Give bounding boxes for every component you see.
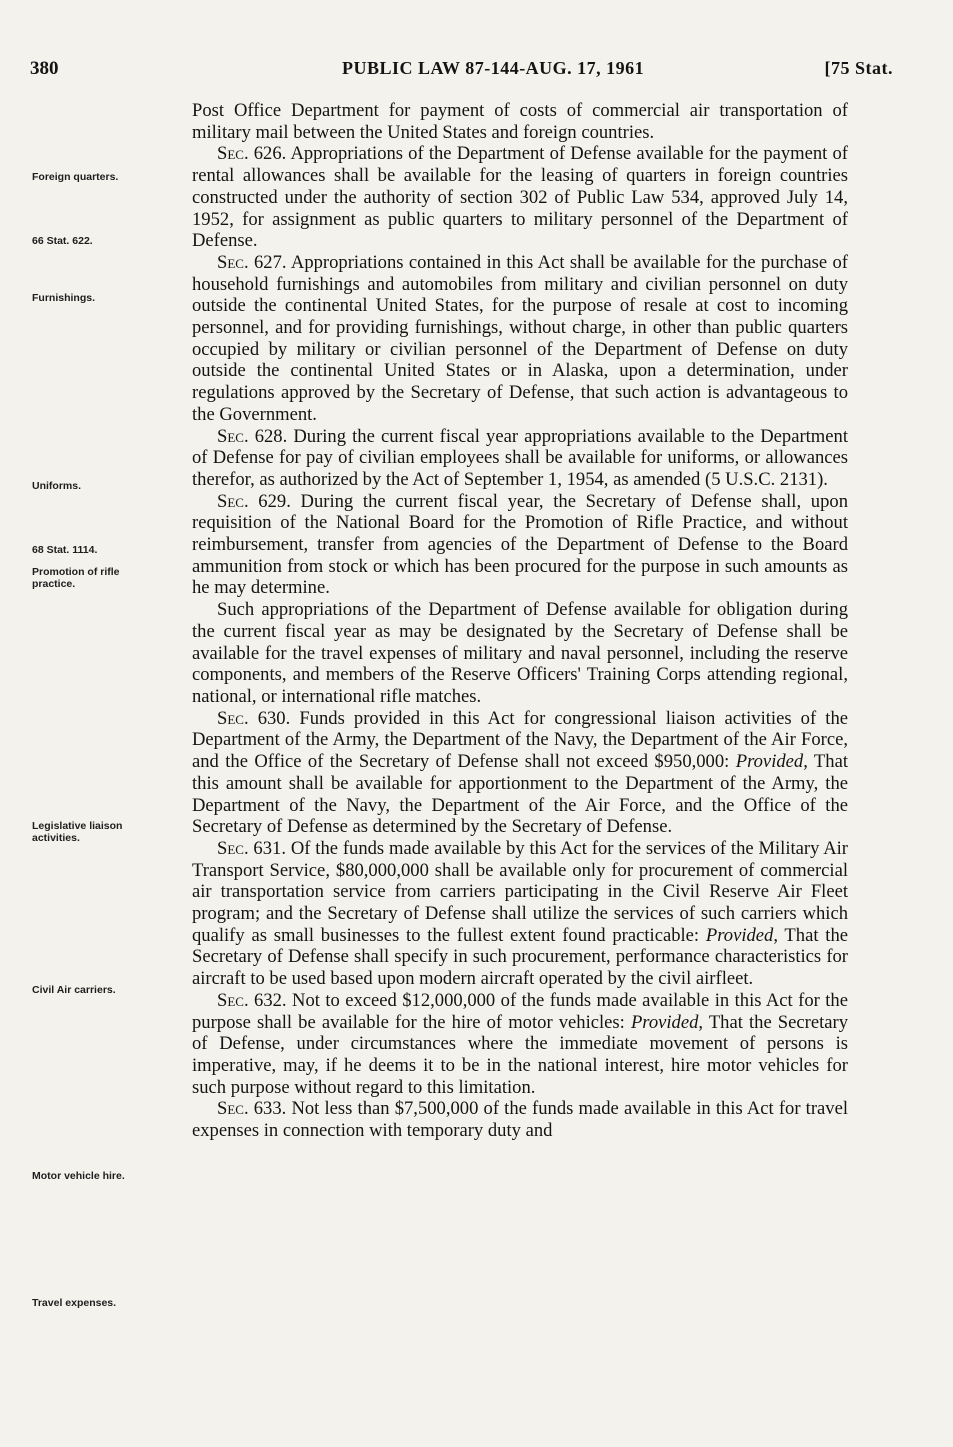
paragraph: Post Office Department for payment of costs of commercial air transportation of military mail between the United States and foreign countries. <box>192 100 848 143</box>
section-632: Sec. 632. Not to exceed $12,000,000 of the funds made available in this Act for the purpose shall be available for the hire of motor vehicles: Provided, That the Secretary of Defense, under circumstances where the immediate movement of persons is imperative, may, if he deems it to be in the national interest, hire motor vehicles for such purpose without regard to this limitation. <box>192 989 849 1098</box>
margin-note-rifle-practice: Promotion of rifle practice. <box>32 566 120 590</box>
running-title: PUBLIC LAW 87-144-AUG. 17, 1961 <box>342 58 645 78</box>
section-627: Sec. 627. Appropriations contained in this Act shall be available for the purchase of household furnishings and automobiles from military and civilian personnel on duty outside the continental United States, for the purpose of resale at cost to incoming personnel, and for providing furnishings, without charge, in other than public quarters occupied by military or civilian personnel of the Department of Defense on duty outside the continental United States or in Alaska, upon a determination, under regulations approved by the Secretary of Defense, that such action is advantageous to the Government. <box>192 251 848 425</box>
section-629: Sec. 629. During the current fiscal year, the Secretary of Defense shall, upon requisition of the National Board for the Promotion of Rifle Practice, and without reimbursement, transfer from agencies of the Department of Defense to the Board ammunition from stock or which has been procured for the purpose in such amounts as he may determine. <box>192 490 848 599</box>
page-number: 380 <box>30 58 59 79</box>
section-631: Sec. 631. Of the funds made available by this Act for the services of the Military Air Transport Service, $80,000,000 shall be available only for procurement of commercial air transportation service from carriers participating in the Civil Reserve Air Fleet program; and the Secretary of Defense shall utilize the services of such carriers which qualify as small businesses to the fullest extent found practicable: Provided, That the Secretary of Defense shall specify in such procurement, performance characteristics for aircraft to be used based upon modern aircraft operated by the civil airfleet. <box>192 837 848 990</box>
statute-volume: [75 Stat. <box>824 58 893 78</box>
margin-note-motor-vehicle-hire: Motor vehicle hire. <box>32 1170 125 1182</box>
section-626: Sec. 626. Appropriations of the Department of Defense available for the payment of rental allowances shall be available for the leasing of quarters in foreign countries constructed under the authority of section 302 of Public Law 534, approved July 14, 1952, for assignment as public quarters to military personnel of the Department of Defense. <box>192 143 848 252</box>
margin-note-foreign-quarters: Foreign quarters. <box>32 171 119 183</box>
margin-note-travel-expenses: Travel expenses. <box>32 1297 117 1309</box>
margin-note-citation: 66 Stat. 622. <box>32 235 93 247</box>
margin-note-furnishings: Furnishings. <box>32 292 95 304</box>
margin-note-citation: 68 Stat. 1114. <box>32 544 98 556</box>
section-633: Sec. 633. Not less than $7,500,000 of the funds made available in this Act for travel expenses in connection with temporary duty and <box>192 1098 848 1142</box>
margin-note-legislative-liaison: Legislative liaison activities. <box>32 820 123 844</box>
body-text <box>192 100 848 1142</box>
margin-note-uniforms: Uniforms. <box>32 480 82 492</box>
margin-note-civil-air-carriers: Civil Air carriers. <box>32 984 116 996</box>
page-header <box>30 58 893 84</box>
section-630: Sec. 630. Funds provided in this Act for congressional liaison activities of the Department of the Army, the Department of the Navy, the Department of the Air Force, and the Office of the Secretary of Defense shall not exceed $950,000: Provided, That this amount shall be available for apportionment to the Department of the Army, the Department of the Navy, the Department of the Air Force, and the Office of the Secretary of Defense as determined by the Secretary of Defense. <box>192 707 848 838</box>
paragraph: Such appropriations of the Department of Defense available for obligation during the current fiscal year as may be designated by the Secretary of Defense shall be available for the travel expenses of military and naval personnel, including the reserve components, and members of the Reserve Officers' Training Corps attending regional, national, or international rifle matches. <box>192 599 848 707</box>
section-628: Sec. 628. During the current fiscal year appropriations available to the Department of Defense for pay of civilian employees shall be available for uniforms, or allowances therefor, as authorized by the Act of September 1, 1954, as amended (5 U.S.C. 2131). <box>192 425 848 490</box>
